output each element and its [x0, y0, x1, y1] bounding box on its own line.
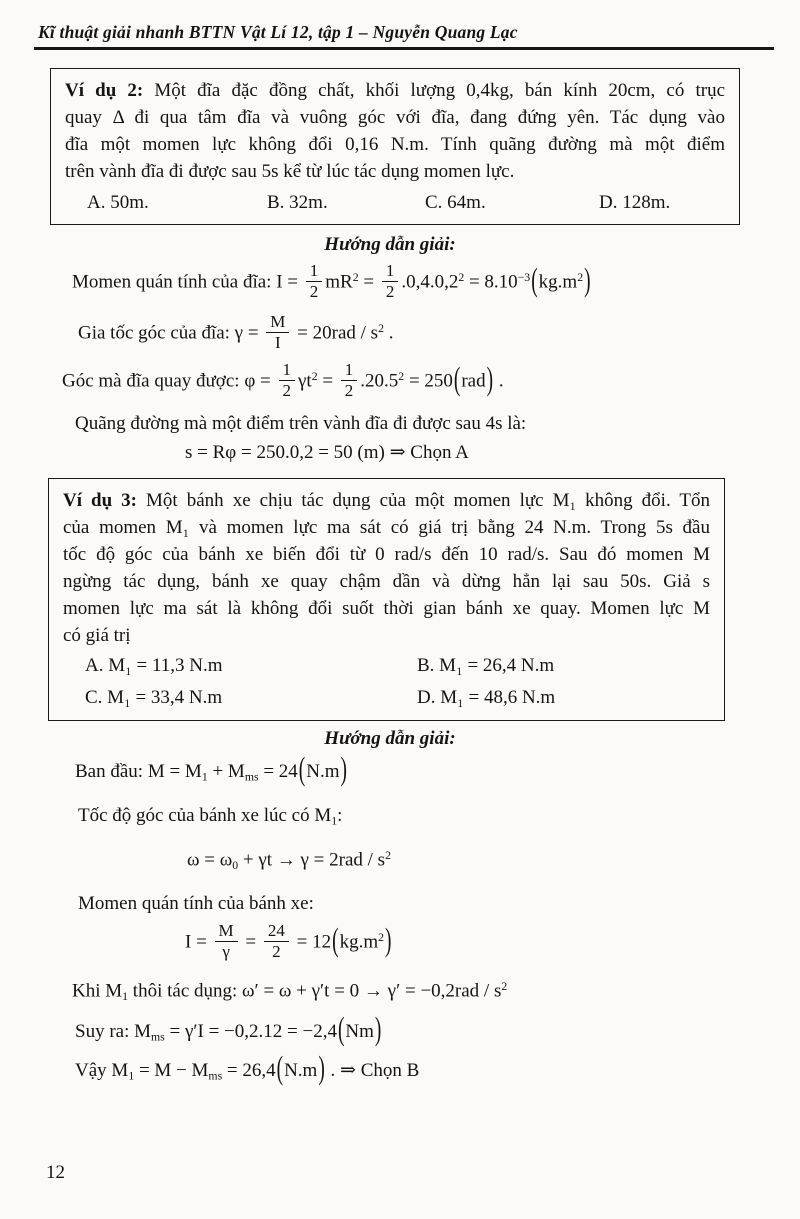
solution-line: Suy ra: Mms = γ′I = −0,2.12 = −2,4(Nm): [75, 1012, 382, 1048]
choice-c: C. M₁ = 33,4 N.m: [85, 687, 223, 709]
choice-d: D. M₁ = 48,6 N.m: [417, 687, 556, 709]
example3-box: [48, 478, 725, 721]
example2-line: [65, 77, 725, 104]
solution-line: Quãng đường mà một điểm trên vành đĩa đi được sau 4s là:: [75, 413, 527, 435]
choice-b: B. M₁ = 26,4 N.m: [417, 655, 555, 677]
example3-line: momen lực ma sát là không đổi suốt thời gian bánh xe quay. Momen lực M: [63, 598, 710, 620]
solution-line: Momen quán tính của đĩa: I = $\frac{1}{2}$ $mR^2$ = $\frac{1}{2}$ $.0,4.0,2^2 = 8.10^{-3}(kg.m^2)$: [72, 261, 591, 301]
book-header-title: Kĩ thuật giải nhanh BTTN Vật Lí 12, tập 1 – Nguyễn Quang Lạc: [38, 22, 518, 42]
example3-text: Một bánh xe chịu tác dụng của một momen lực M₁ không đổi. Tổn: [137, 490, 710, 512]
example2-label: Ví dụ 2:: [65, 80, 144, 101]
solution-line: Tốc độ góc của bánh xe lúc có M1:: [78, 804, 343, 828]
example3-choices-row1: [85, 651, 710, 681]
page-number: 12: [46, 1162, 65, 1183]
example3-line: của momen M₁ và momen lực ma sát có giá trị bằng 24 N.m. Trong 5s đầu: [63, 517, 710, 539]
example3-label: Ví dụ 3:: [63, 490, 138, 512]
solution-line: Khi M1 thôi tác dụng: $\omega' = \omega + \gamma't = 0 \to \gamma' = -0,2rad / s^2$: [72, 979, 508, 1003]
solution-line: $\omega = \omega 0 + \gamma t \to \gamma = 2rad / s^2$: [187, 849, 391, 873]
choice-c: C. 64m.: [425, 192, 486, 213]
example2-text: Một đĩa đặc đồng chất, khối lượng 0,4kg, bán kính 20cm, có trục: [143, 80, 725, 101]
solution-line: Momen quán tính của bánh xe:: [78, 893, 314, 915]
example3-line: [63, 487, 710, 514]
choice-a: A. M₁ = 11,3 N.m: [85, 655, 223, 677]
example3-choices-row2: [85, 683, 710, 713]
example3-line: có giá trị: [63, 625, 131, 647]
example2-line: trên vành đĩa đi được sau 5s kể từ lúc tác dụng momen lực.: [65, 161, 515, 182]
example2-box: [50, 68, 740, 225]
header-rule: [34, 47, 774, 50]
example2-choices: [87, 188, 725, 217]
example2-line: quay Δ đi qua tâm đĩa và vuông góc với đĩa, đang đứng yên. Tác dụng vào: [65, 107, 725, 128]
solution2-heading: Hướng dẫn giải:: [324, 234, 456, 255]
solution-line: Ban đầu: M = M1 + Mms = 24(N.m): [75, 752, 347, 789]
choice-b: B. 32m.: [267, 192, 328, 213]
solution-line: Góc mà đĩa quay được: φ = $\frac{1}{2}$ $\gamma t^2$ = $\frac{1}{2}$ $.20.5^2 = 250(rad)$ .: [62, 360, 504, 401]
solution-line: Gia tốc góc của đĩa: γ = $\frac{M}{I}$ = $20rad / s^2$ .: [78, 311, 394, 352]
choice-a: A. 50m.: [87, 192, 149, 213]
solution-line: I = $\frac{M}{\gamma}$ = $\frac{24}{2}$ = $12(kg.m^2)$: [185, 921, 392, 961]
example3-line: ngừng tác dụng, bánh xe quay chậm dần và dừng hẳn lại sau 50s. Giả s: [63, 571, 710, 593]
solution-line: s = Rφ = 250.0,2 = 50 (m) ⇒ Chọn A: [185, 442, 469, 464]
choice-d: D. 128m.: [599, 192, 671, 213]
example2-line: đĩa một momen lực không đổi 0,16 N.m. Tính quãng đường mà một điểm: [65, 134, 725, 155]
example3-line: tốc độ góc của bánh xe biến đổi từ 0 rad/s đến 10 rad/s. Sau đó momen M: [63, 544, 710, 566]
solution-line: Vậy M1 = M − Mms = 26,4(N.m) . ⇒ Chọn B: [75, 1051, 420, 1088]
solution3-heading: Hướng dẫn giải:: [324, 728, 456, 750]
